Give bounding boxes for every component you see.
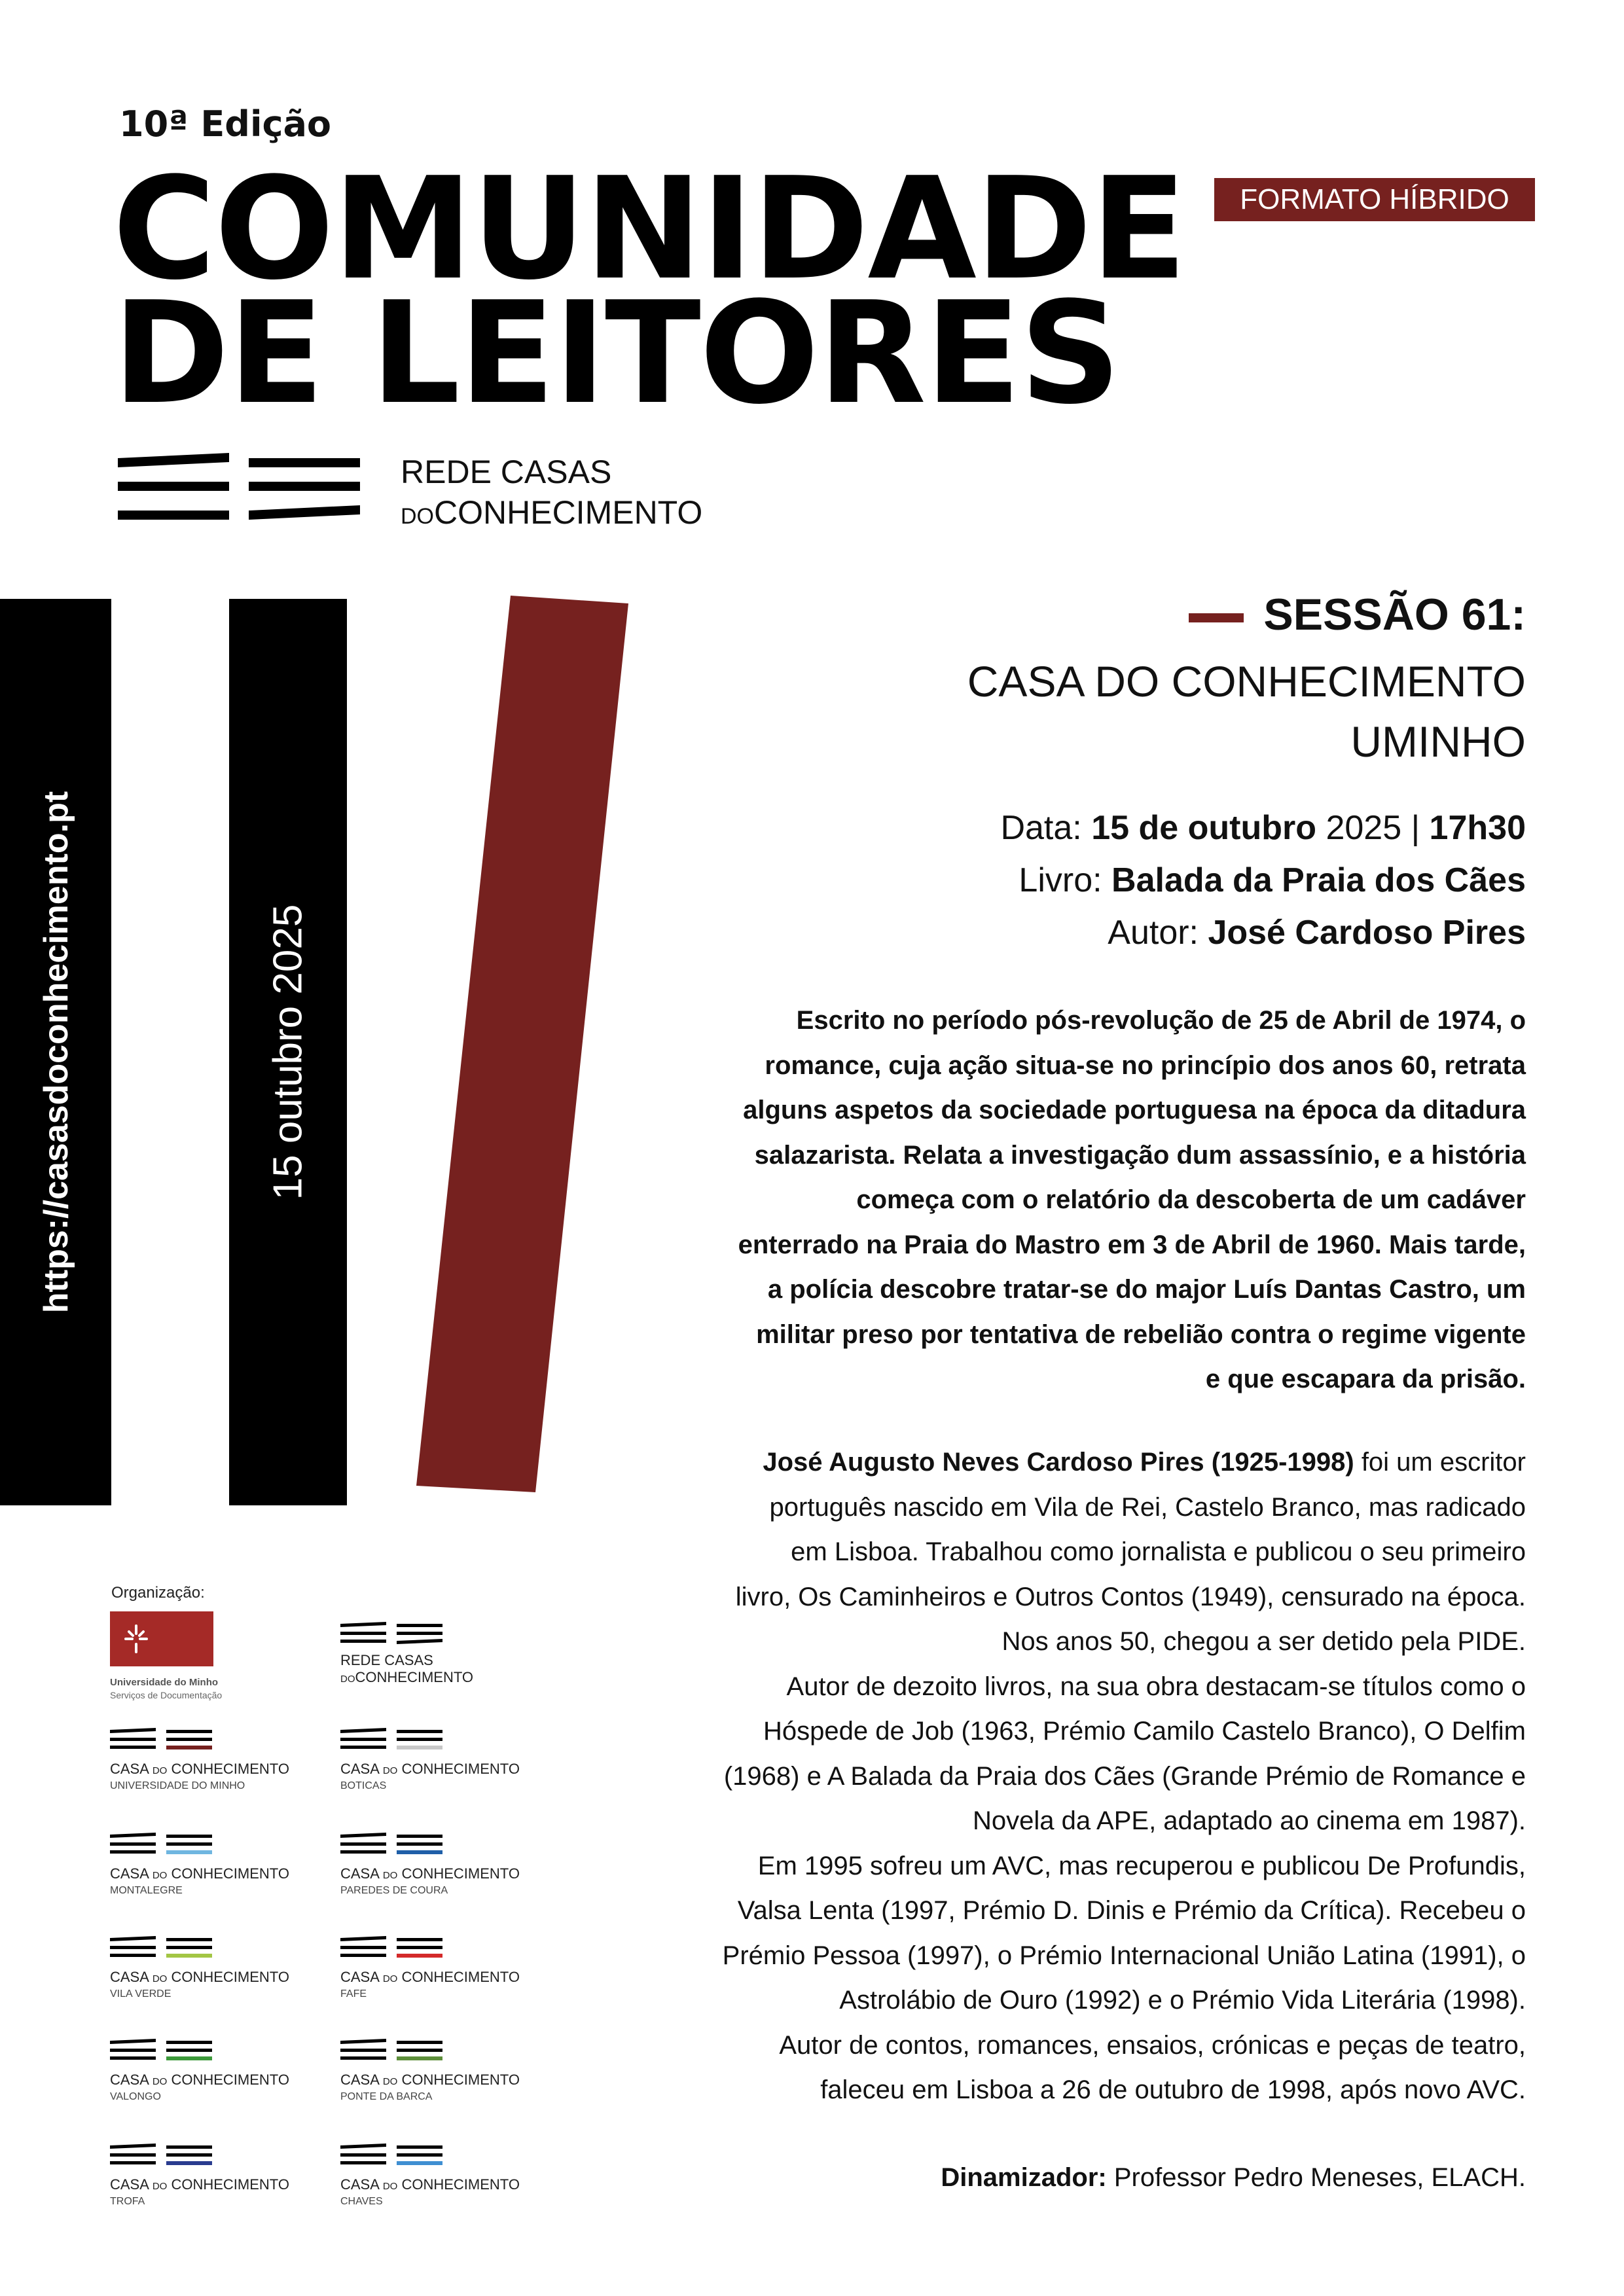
- description-line: a polícia descobre tratar-se do major Luís Dantas Castro, um: [767, 1275, 1526, 1304]
- description-line: começa com o relatório da descoberta de um cadáver: [856, 1185, 1526, 1214]
- partner-name: CASA DO CONHECIMENTO: [110, 1865, 289, 1882]
- description-line: Escrito no período pós-revolução de 25 de Abril de 1974, o: [796, 1006, 1526, 1035]
- casa-conhecimento-icon: [340, 2039, 445, 2065]
- date-row: [1000, 802, 1526, 854]
- bio-line: Autor de contos, romances, ensaios, crónicas e peças de teatro,: [779, 2030, 1526, 2060]
- author-row: [1000, 906, 1526, 959]
- dinamizador-label: Dinamizador:: [941, 2163, 1107, 2192]
- book-row: [1000, 854, 1526, 906]
- casa-conhecimento-icon: [110, 1936, 215, 1962]
- partner-location: VALONGO: [110, 2091, 161, 2102]
- bio-line: português nascido em Vila de Rei, Castelo Branco, mas radicado: [769, 1492, 1526, 1522]
- bio-line: Nos anos 50, chegou a ser detido pela PIDE.: [1001, 1627, 1526, 1656]
- partner-color-stripe: [166, 2161, 212, 2165]
- bio-line: em Lisboa. Trabalhou como jornalista e publicou o seu primeiro: [791, 1537, 1526, 1566]
- casa-conhecimento-icon: [340, 2144, 445, 2170]
- bio-line: (1968) e A Balada da Praia dos Cães (Grande Prémio de Romance e: [723, 1761, 1526, 1791]
- partner-location: CHAVES: [340, 2196, 383, 2207]
- partner-logo: [110, 2039, 319, 2103]
- partner-location: PAREDES DE COURA: [340, 1885, 448, 1896]
- partner-name: CASA DO CONHECIMENTO: [110, 2176, 289, 2193]
- partner-color-stripe: [397, 1954, 442, 1958]
- accent-dash: [1189, 613, 1244, 622]
- description-line: salazarista. Relata a investigação dum assassínio, e a história: [754, 1140, 1526, 1170]
- rede-casas-logo-icon: [118, 453, 367, 526]
- network-name: [401, 452, 702, 537]
- partner-color-stripe: [166, 1850, 212, 1854]
- date-value: 15 de outubro: [1091, 809, 1316, 847]
- description-line: e que escapara da prisão.: [1205, 1365, 1526, 1393]
- title-line-2: DE LEITORES: [113, 271, 1120, 435]
- partner-logo: [110, 1833, 319, 1897]
- partner-color-stripe: [166, 1954, 212, 1958]
- session-title-text: SESSÃO 61:: [1263, 590, 1526, 639]
- partner-color-stripe: [397, 2161, 442, 2165]
- rede-casas-small-icon: [340, 1622, 445, 1645]
- network-line-1: REDE CASAS: [401, 454, 612, 490]
- casa-conhecimento-icon: [110, 1833, 215, 1859]
- partner-logo: [340, 1728, 550, 1792]
- bio-line: Prémio Pessoa (1997), o Prémio Internacional União Latina (1991), o: [722, 1941, 1526, 1970]
- dinamizador: [941, 2163, 1526, 2193]
- venue-line-1: CASA DO CONHECIMENTO: [967, 657, 1526, 706]
- book-label: Livro:: [1019, 861, 1102, 899]
- session-time: 17h30: [1429, 809, 1526, 847]
- casa-conhecimento-icon: [340, 1833, 445, 1859]
- bio-line: faleceu em Lisboa a 26 de outubro de 1998, após novo AVC.: [820, 2075, 1526, 2104]
- bio-line: Hóspede de Job (1963, Prémio Camilo Castelo Branco), O Delfim: [763, 1717, 1526, 1746]
- casa-conhecimento-icon: [110, 2039, 215, 2065]
- date-year: 2025: [1326, 809, 1402, 847]
- book-description: [544, 998, 1526, 1402]
- bio-line: livro, Os Caminheiros e Outros Contos (1949), censurado na época.: [735, 1582, 1526, 1611]
- partner-name: CASA DO CONHECIMENTO: [340, 1761, 520, 1777]
- uminho-name: Universidade do Minho: [110, 1677, 219, 1688]
- session-title: [1189, 589, 1526, 640]
- partner-logo: [110, 2144, 319, 2208]
- network-small-l2: CONHECIMENTO: [355, 1669, 473, 1685]
- partner-logo: [340, 2039, 550, 2103]
- edition-label: 10ª Edição: [119, 103, 331, 145]
- network-small-l1: REDE CASAS: [340, 1652, 433, 1668]
- bio-line: Autor de dezoito livros, na sua obra destacam-se títulos como o: [786, 1672, 1526, 1701]
- title-line-1: COMUNIDADE: [113, 147, 1186, 311]
- author-name: José Cardoso Pires: [1208, 914, 1526, 952]
- partner-color-stripe: [166, 2056, 212, 2060]
- partner-logo: [110, 1936, 319, 2000]
- partner-name: CASA DO CONHECIMENTO: [110, 1761, 289, 1777]
- author-biography: [505, 1440, 1526, 2113]
- author-label: Autor:: [1108, 914, 1199, 952]
- bio-line: Em 1995 sofreu um AVC, mas recuperou e publicou De Profundis,: [757, 1851, 1526, 1880]
- partner-logo: [110, 1728, 319, 1792]
- network-small-do: DO: [340, 1674, 355, 1685]
- dinamizador-value: Professor Pedro Meneses, ELACH.: [1106, 2163, 1526, 2192]
- partner-name: CASA DO CONHECIMENTO: [340, 2072, 520, 2088]
- page-title: [113, 147, 1186, 435]
- partner-name: CASA DO CONHECIMENTO: [340, 2176, 520, 2193]
- organization-label: Organização:: [111, 1584, 205, 1602]
- website-link[interactable]: https://casasdoconhecimento.pt: [37, 791, 75, 1314]
- uminho-emblem-icon: [110, 1611, 213, 1666]
- format-badge: FORMATO HÍBRIDO: [1214, 178, 1535, 221]
- casa-conhecimento-icon: [340, 1936, 445, 1962]
- partner-location: UNIVERSIDADE DO MINHO: [110, 1780, 245, 1791]
- uminho-logo: [110, 1611, 213, 1666]
- session-details: [1000, 802, 1526, 959]
- date-separator: |: [1411, 809, 1420, 847]
- partner-color-stripe: [397, 1850, 442, 1854]
- description-line: militar preso por tentativa de rebelião contra o regime vigente: [756, 1319, 1526, 1349]
- partner-logo: [340, 1936, 550, 2000]
- description-line: alguns aspetos da sociedade portuguesa na época da ditadura: [743, 1096, 1526, 1124]
- partner-location: VILA VERDE: [110, 1988, 171, 2000]
- bio-line: Astrolábio de Ouro (1992) e o Prémio Vida Literária (1998).: [839, 1986, 1526, 2015]
- bio-line: [505, 1440, 1526, 1485]
- book-title: Balada da Praia dos Cães: [1111, 861, 1526, 899]
- description-line: romance, cuja ação situa-se no princípio dos anos 60, retrata: [765, 1050, 1526, 1080]
- partner-location: TROFA: [110, 2196, 145, 2207]
- network-do: DO: [401, 504, 434, 529]
- partner-name: CASA DO CONHECIMENTO: [340, 1865, 520, 1882]
- partner-location: FAFE: [340, 1988, 367, 2000]
- casa-conhecimento-icon: [340, 1728, 445, 1754]
- partner-color-stripe: [397, 1746, 442, 1749]
- partner-logo: [340, 2144, 550, 2208]
- partner-location: MONTALEGRE: [110, 1885, 183, 1896]
- bio-line: Novela da APE, adaptado ao cinema em 1987).: [973, 1806, 1526, 1835]
- partner-logo: [340, 1833, 550, 1897]
- partner-name: CASA DO CONHECIMENTO: [110, 1969, 289, 1985]
- partner-color-stripe: [166, 1746, 212, 1749]
- casa-conhecimento-icon: [110, 2144, 215, 2170]
- partner-color-stripe: [397, 2056, 442, 2060]
- sidebar-date: 15 outubro 2025: [265, 904, 311, 1200]
- uminho-sub: Serviços de Documentação: [110, 1690, 223, 1700]
- partner-name: CASA DO CONHECIMENTO: [340, 1969, 520, 1985]
- date-label: Data:: [1000, 809, 1082, 847]
- venue-line-2: UMINHO: [1350, 717, 1526, 766]
- network-line-2: CONHECIMENTO: [434, 494, 703, 531]
- bio-first-rest: foi um escritor: [1354, 1448, 1526, 1477]
- casa-conhecimento-icon: [110, 1728, 215, 1754]
- partner-name: CASA DO CONHECIMENTO: [110, 2072, 289, 2088]
- partner-location: BOTICAS: [340, 1780, 387, 1791]
- network-logo-small: [340, 1622, 550, 1686]
- bio-author-name: José Augusto Neves Cardoso Pires (1925-1998): [763, 1448, 1354, 1477]
- partner-location: PONTE DA BARCA: [340, 2091, 433, 2102]
- session-venue: [967, 651, 1526, 772]
- description-line: enterrado na Praia do Mastro em 3 de Abril de 1960. Mais tarde,: [738, 1230, 1526, 1259]
- bio-line: Valsa Lenta (1997, Prémio D. Dinis e Prémio da Crítica). Recebeu o: [737, 1896, 1526, 1925]
